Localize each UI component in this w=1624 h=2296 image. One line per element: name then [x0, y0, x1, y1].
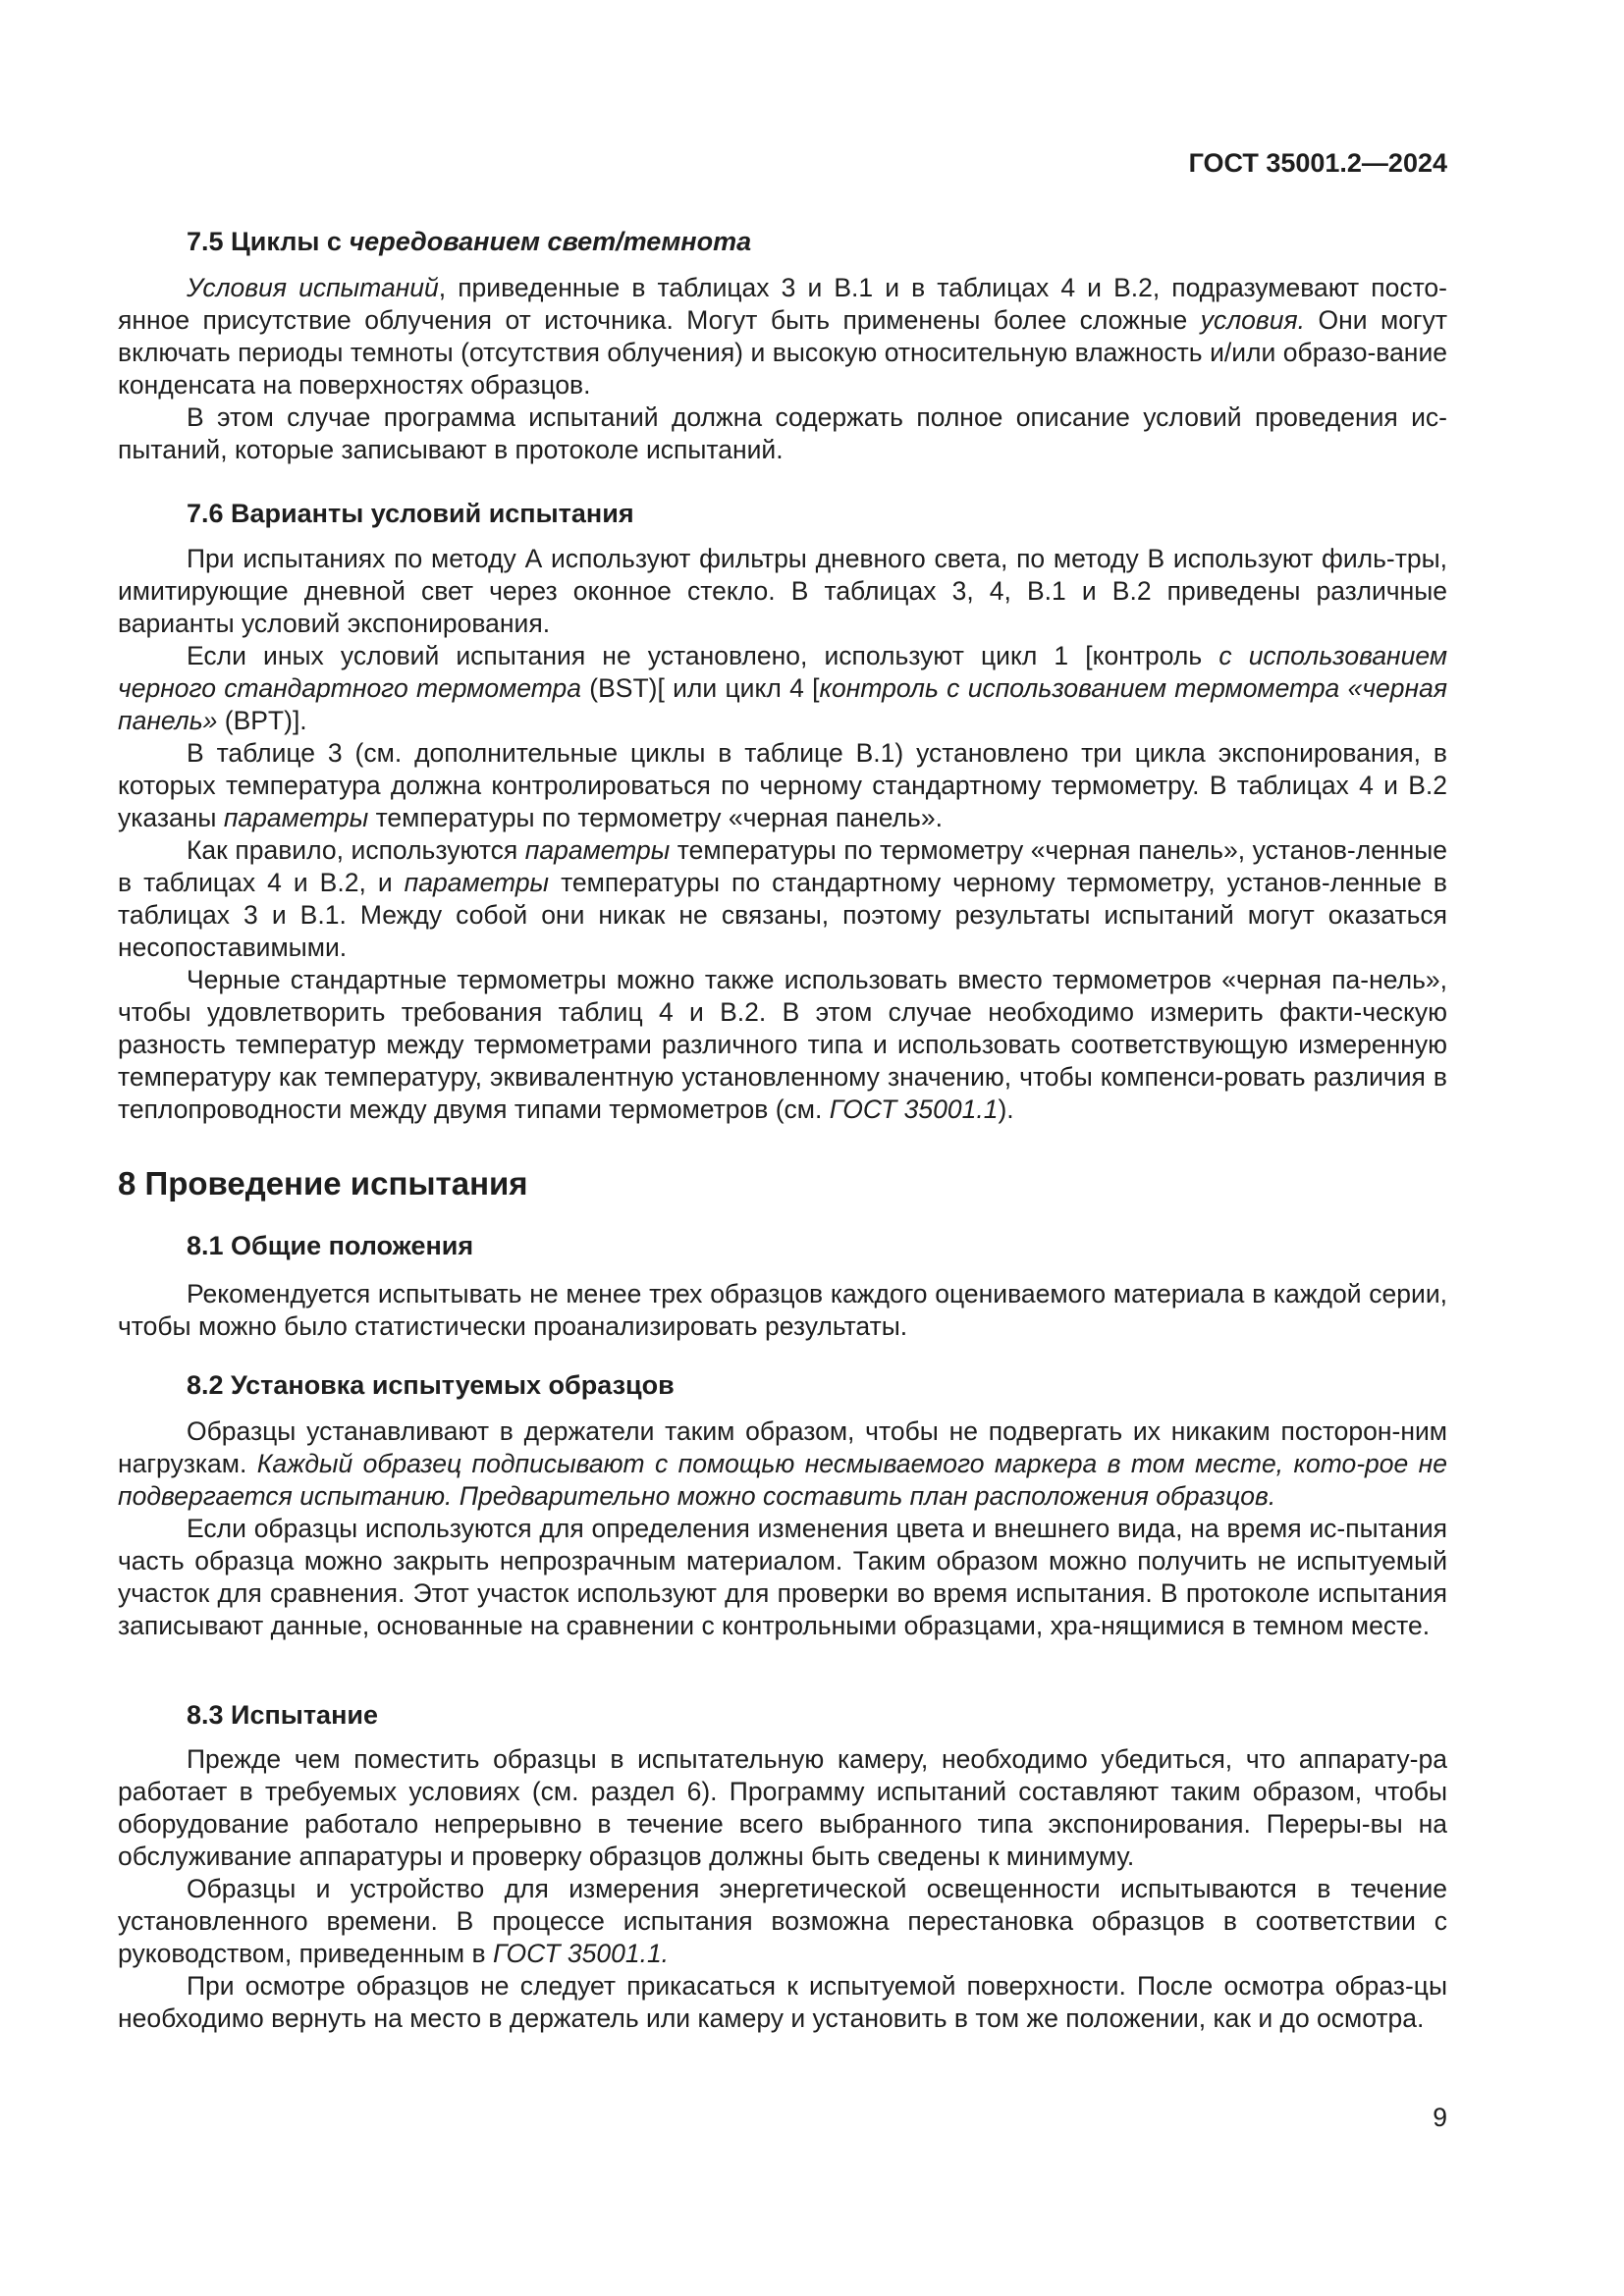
paragraph: Как правило, используются параметры температуры по термометру «черная панель», установ-ленные в таблицах 4 и В.2, и параметры температуры по стандартному черному термометру, установ-ленные в таблицах 3 и В.1. Между собой они никак не связаны, поэтому результаты испытаний могут оказаться несопоставимыми. [118, 835, 1447, 962]
paragraph: В этом случае программа испытаний должна содержать полное описание условий проведения ис-пытаний, которые записывают в протоколе испытаний. [118, 402, 1447, 464]
heading-7-5: 7.5 Циклы с чередованием свет/темнота [187, 227, 752, 256]
paragraph: Условия испытаний, приведенные в таблицах 3 и В.1 и в таблицах 4 и В.2, подразумевают посто-янное присутствие облучения от источника. Могут быть применены более сложные условия. Они могут включать периоды темноты (отсутствия облучения) и высокую относительную влажность и/или образо-вание конденсата на поверхностях образцов. [118, 273, 1447, 400]
section-8-3-text [118, 1743, 1447, 2035]
paragraph: При осмотре образцов не следует прикасаться к испытуемой поверхности. После осмотра образ-цы необходимо вернуть на место в держатель или камеру и установить в том же положении, как и до осмотра. [118, 1971, 1447, 2033]
heading-8-2: 8.2 Установка испытуемых образцов [187, 1370, 675, 1400]
heading-8-1: 8.1 Общие положения [187, 1231, 474, 1260]
paragraph: Образцы устанавливают в держатели таким образом, чтобы не подвергать их никаким посторон-ним нагрузкам. Каждый образец подписывают с помощью несмываемого маркера в том месте, кото-рое не подвергается испытанию. Предварительно можно составить план расположения образцов. [118, 1416, 1447, 1511]
heading-8: 8 Проведение испытания [118, 1165, 528, 1201]
heading-7-6: 7.6 Варианты условий испытания [187, 499, 634, 528]
standard-header: ГОСТ 35001.2—2024 [1188, 148, 1447, 178]
paragraph: Образцы и устройство для измерения энергетической освещенности испытываются в течение установленного времени. В процессе испытания возможна перестановка образцов в соответствии с руководством, приведенным в ГОСТ 35001.1. [118, 1874, 1447, 1968]
paragraph: Прежде чем поместить образцы в испытательную камеру, необходимо убедиться, что аппарату-ра работает в требуемых условиях (см. раздел 6). Программу испытаний составляют таким образом, чтобы оборудование работало непрерывно в течение всего выбранного типа экспонирования. Переры-вы на обслуживание аппаратуры и проверку образцов должны быть сведены к минимуму. [118, 1744, 1447, 1871]
section-7-6-text [118, 543, 1447, 1126]
paragraph: Если иных условий испытания не установлено, используют цикл 1 [контроль с использованием черного стандартного термометра (BST)[ или цикл 4 [контроль с использованием термометра «черная панель» (BPT)]. [118, 641, 1447, 735]
section-7-5-text [118, 272, 1447, 466]
paragraph: Черные стандартные термометры можно также использовать вместо термометров «черная па-нель», чтобы удовлетворить требования таблиц 4 и В.2. В этом случае необходимо измерить факти-ческую разность температур между термометрами различного типа и использовать соответствующую измеренную температуру как температуру, эквивалентную установленному значению, чтобы компенси-ровать различия в теплопроводности между двумя типами термометров (см. ГОСТ 35001.1). [118, 965, 1447, 1124]
heading-8-3: 8.3 Испытание [187, 1700, 378, 1730]
section-8-1-text [118, 1278, 1447, 1343]
paragraph: Рекомендуется испытывать не менее трех образцов каждого оцениваемого материала в каждой серии, чтобы можно было статистически проанализировать результаты. [118, 1279, 1447, 1341]
section-8-2-text [118, 1415, 1447, 1642]
paragraph: Если образцы используются для определения изменения цвета и внешнего вида, на время ис-пытания часть образца можно закрыть непрозрачным материалом. Таким образом можно получить не испытуемый участок для сравнения. Этот участок используют для проверки во время испытания. В протоколе испытания записывают данные, основанные на сравнении с контрольными образцами, хра-нящимися в темном месте. [118, 1514, 1447, 1640]
paragraph: При испытаниях по методу А используют фильтры дневного света, по методу В используют филь-тры, имитирующие дневной свет через оконное стекло. В таблицах 3, 4, В.1 и В.2 приведены различные варианты условий экспонирования. [118, 544, 1447, 638]
page-number: 9 [1433, 2103, 1447, 2132]
paragraph: В таблице 3 (см. дополнительные циклы в таблице В.1) установлено три цикла экспонирования, в которых температура должна контролироваться по черному стандартному термометру. В таблицах 4 и В.2 указаны параметры температуры по термометру «черная панель». [118, 738, 1447, 832]
